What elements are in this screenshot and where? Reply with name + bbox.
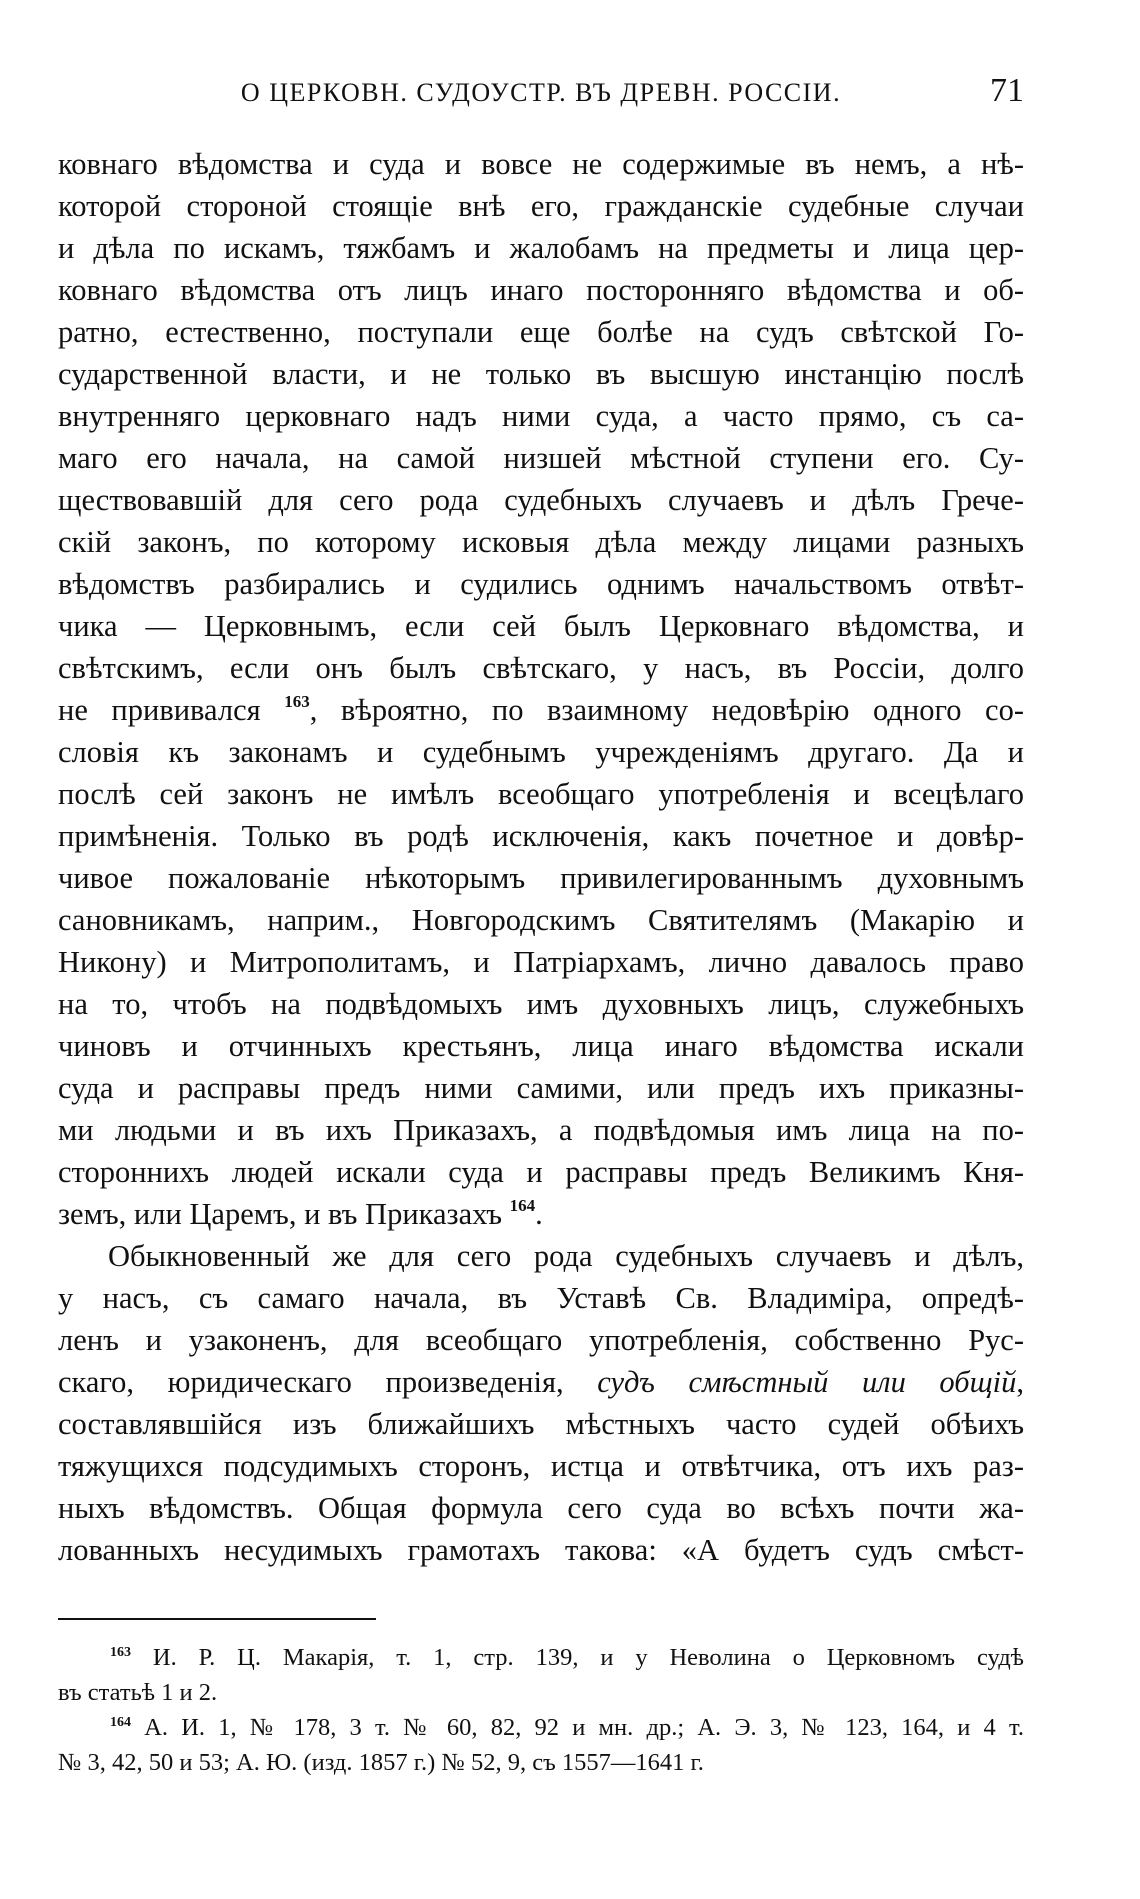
footnote-reference-163: 163 [284,692,310,711]
text-line: ществовавшій для сего рода судебныхъ случаевъ и дѣлъ Грече- [58,483,1024,517]
text-line: внутренняго церковнаго надъ ними суда, а часто прямо, съ са- [58,399,1024,433]
text-segment: скаго, юридическаго произведенія, [58,1365,598,1399]
text-line: стороннихъ людей искали суда и расправы предъ Великимъ Кня- [58,1155,1024,1189]
footnote-text: А. И. 1, № 178, 3 т. № 60, 82, 92 и мн. др.; А. Э. 3, № 123, 164, и 4 т. [131,1714,1024,1741]
text-line [58,1193,1024,1235]
text-line: тяжущихся подсудимыхъ сторонъ, истца и отвѣтчика, отъ ихъ раз- [58,1449,1024,1483]
text-segment: земъ, или Царемъ, и въ Приказахъ [58,1197,510,1231]
text-line: скій законъ, по которому исковыя дѣла между лицами разныхъ [58,525,1024,559]
running-title: О ЦЕРКОВН. СУДОУСТР. ВЪ ДРЕВН. РОССІИ. [240,78,842,107]
text-line: и дѣла по искамъ, тяжбамъ и жалобамъ на предметы и лица цер- [58,231,1024,265]
footnote-reference-164: 164 [509,1196,536,1215]
footnotes [58,1640,1024,1780]
running-head [58,72,1024,122]
text-segment: . [535,1197,543,1231]
footnote-164 [58,1710,1024,1745]
text-segment: , [1016,1365,1024,1399]
text-line: сударственной власти, и не только въ высшую инстанцію послѣ [58,357,1024,391]
footnote-text: И. Р. Ц. Макарія, т. 1, стр. 139, и у Неволина о Церковномъ судѣ [131,1644,1024,1671]
text-line: ми людьми и въ ихъ Приказахъ, а подвѣдомыя имъ лица на по- [58,1113,1024,1147]
text-line: маго его начала, на самой низшей мѣстной ступени его. Су- [58,441,1024,475]
text-line [58,1361,1024,1403]
footnote-mark: 163 [110,1645,131,1660]
text-line: сановникамъ, наприм., Новгородскимъ Святителямъ (Макарію и [58,903,1024,937]
text-line: Обыкновенный же для сего рода судебныхъ случаевъ и дѣлъ, [108,1239,1024,1273]
text-line: которой стороной стоящіе внѣ его, гражданскіе судебные случаи [58,189,1024,223]
text-line: ковнаго вѣдомства отъ лицъ инаго посторонняго вѣдомства и об- [58,273,1024,307]
text-line: составлявшійся изъ ближайшихъ мѣстныхъ часто судей обѣихъ [58,1407,1024,1441]
text-segment: , вѣроятно, по взаимному недовѣрію одного со- [309,693,1024,727]
footnote-separator [58,1618,376,1620]
text-line: вѣдомствъ разбирались и судились однимъ начальствомъ отвѣт- [58,567,1024,601]
italic-term: судъ смѣстный или общій [597,1365,1017,1399]
text-line: ленъ и узаконенъ, для всеобщаго употребленія, собственно Рус- [58,1323,1024,1357]
footnote-163 [58,1640,1024,1675]
footnote-mark: 164 [110,1715,131,1730]
text-line: ратно, естественно, поступали еще болѣе на судъ свѣтской Го- [58,315,1024,349]
body-text [58,143,1024,1571]
text-line: примѣненія. Только въ родѣ исключенія, какъ почетное и довѣр- [58,819,1024,853]
text-line: свѣтскимъ, если онъ былъ свѣтскаго, у насъ, въ Россіи, долго [58,651,1024,685]
footnote-line: № 3, 42, 50 и 53; А. Ю. (изд. 1857 г.) № 52, 9, съ 1557—1641 г. [58,1749,704,1776]
text-line: словія къ законамъ и судебнымъ учрежденіямъ другаго. Да и [58,735,1024,769]
text-line: Никону) и Митрополитамъ, и Патріархамъ, лично давалось право [58,945,1024,979]
page-number: 71 [990,72,1024,109]
text-line: послѣ сей законъ не имѣлъ всеобщаго употребленія и всецѣлаго [58,777,1024,811]
text-line: чивое пожалованіе нѣкоторымъ привилегированнымъ духовнымъ [58,861,1024,895]
text-line: ныхъ вѣдомствъ. Общая формула сего суда во всѣхъ почти жа- [58,1491,1024,1525]
text-line [58,689,1024,731]
text-segment: не прививался [58,693,285,727]
text-line: чиновъ и отчинныхъ крестьянъ, лица инаго вѣдомства искали [58,1029,1024,1063]
text-line: чика — Церковнымъ, если сей былъ Церковнаго вѣдомства, и [58,609,1024,643]
text-line: лованныхъ несудимыхъ грамотахъ такова: «А будетъ судъ смѣст- [58,1533,1024,1567]
text-line: суда и расправы предъ ними самими, или предъ ихъ приказны- [58,1071,1024,1105]
text-line: на то, чтобъ на подвѣдомыхъ имъ духовныхъ лицъ, служебныхъ [58,987,1024,1021]
text-line: у насъ, съ самаго начала, въ Уставѣ Св. Владиміра, опредѣ- [58,1281,1024,1315]
text-line: ковнаго вѣдомства и суда и вовсе не содержимые въ немъ, а нѣ- [58,147,1024,181]
footnote-line: въ статьѣ 1 и 2. [58,1679,218,1706]
